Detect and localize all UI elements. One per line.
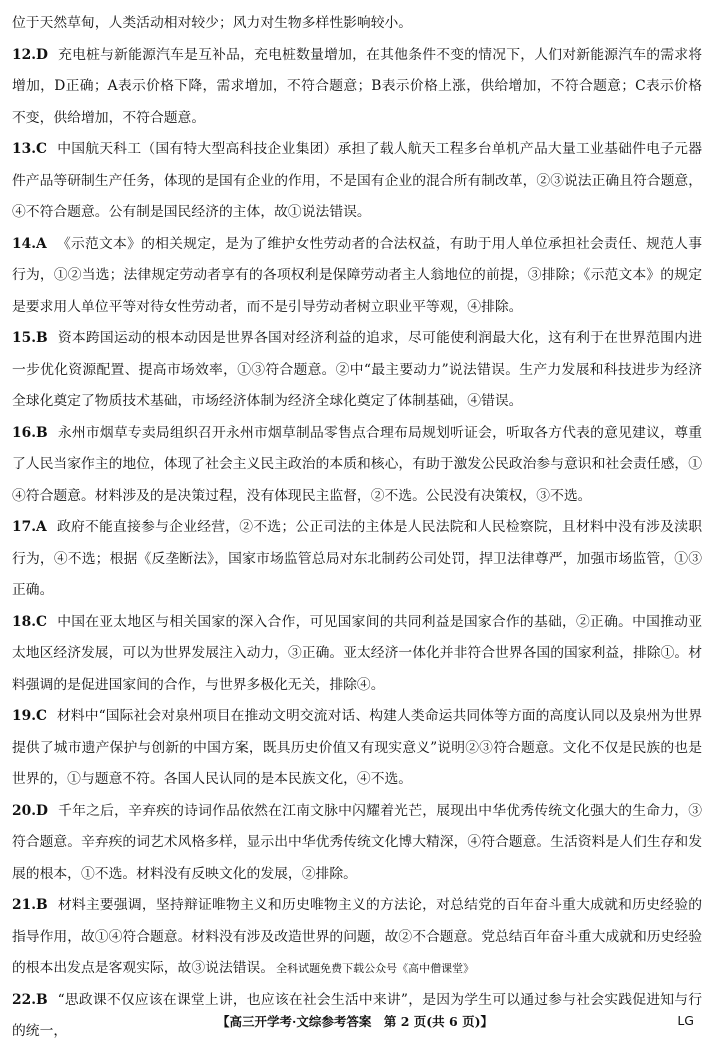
answer-number: 12.D [12, 46, 48, 63]
answer-item [12, 701, 702, 796]
answer-text: 材料中“国际社会对泉州项目在推动文明交流对话、构建人类命运共同体等方面的高度认同以及泉州为世界提供了城市遗产保护与创新的中国方案，既具历史价值又有现实意义”说明②③符合题意。文化不仅是民族的也是世界的，①与题意不符。各国人民认同的是本民族文化，④不选。 [12, 708, 702, 787]
answer-item [12, 40, 702, 135]
answer-item [12, 134, 702, 229]
answer-number: 16.B [12, 424, 48, 441]
answer-number: 20.D [12, 802, 48, 819]
answer-item [12, 607, 702, 702]
answer-text: 材料主要强调，坚持辩证唯物主义和历史唯物主义的方法论，对总结党的百年奋斗重大成就和历史经验的指导作用，故①④符合题意。材料没有涉及改造世界的问题，故②不合题意。党总结百年奋斗重大成就和历史经验的根本出发点是客观实际，故③说法错误。 [12, 897, 702, 976]
answer-item [12, 323, 702, 418]
answer-text: 千年之后，辛弃疾的诗词作品依然在江南文脉中闪耀着光芒，展现出中华优秀传统文化强大的生命力，③符合题意。辛弃疾的词艺术风格多样，显示出中华优秀传统文化博大精深，④符合题意。生活资料是人们生存和发展的根本，①不选。材料没有反映文化的发展，②排除。 [12, 802, 702, 882]
answer-note: 全科试题免费下载公众号《高中僧课堂》 [276, 962, 475, 975]
answer-number: 22.B [12, 991, 48, 1008]
answer-item [12, 418, 702, 513]
answer-item [12, 512, 702, 607]
answer-number: 15.B [12, 330, 48, 346]
answer-number: 18.C [12, 613, 47, 630]
answer-text: 中国在亚太地区与相关国家的深入合作，可见国家间的共同利益是国家合作的基础，②正确。中国推动亚太地区经济发展，可以为世界发展注入动力，③正确。亚太经济一体化并非符合世界各国的国家利益，排除①。材料强调的是促进国家间的合作，与世界多极化无关，排除④。 [12, 613, 702, 693]
answer-text: 充电桩与新能源汽车是互补品，充电桩数量增加，在其他条件不变的情况下，人们对新能源汽车的需求将增加，D正确；A表示价格下降，需求增加，不符合题意；B表示价格上涨，供给增加，不符合题意；C表示价格不变，供给增加，不符合题意。 [12, 46, 702, 126]
answer-text: 政府不能直接参与企业经营，②不选；公正司法的主体是人民法院和人民检察院，且材料中没有涉及渎职行为，④不选；根据《反垄断法》，国家市场监管总局对东北制药公司处罚，捍卫法律尊严，加强市场监管，①③正确。 [12, 519, 702, 598]
answer-item [12, 229, 702, 324]
answer-list [12, 40, 702, 1048]
answer-text: 中国航天科工（国有特大型高科技企业集团）承担了载人航天工程多台单机产品大量工业基础件电子元器件产品等研制生产任务，体现的是国有企业的作用，不是国有企业的混合所有制改革，②③说法正确且符合题意，④不符合题意。公有制是国民经济的主体，故①说法错误。 [12, 141, 702, 220]
answer-number: 14.A [12, 235, 47, 252]
answer-text: 永州市烟草专卖局组织召开永州市烟草制品零售点合理布局规划听证会，听取各方代表的意见建议，尊重了人民当家作主的地位，体现了社会主义民主政治的本质和核心，有助于激发公民政治参与意识和社会责任感，①④符合题意。材料涉及的是决策过程，没有体现民主监督，②不选。公民没有决策权，③不选。 [12, 424, 702, 504]
lead-paragraph: 位于天然草甸，人类活动相对较少；风力对生物多样性影响较小。 [12, 15, 413, 31]
answer-page [12, 8, 702, 1048]
answer-number: 17.A [12, 519, 47, 535]
answer-text: “思政课不仅应该在课堂上讲，也应该在社会生活中来讲”，是因为学生可以通过参与社会实践促进知与行的统一， [12, 991, 702, 1039]
answer-text: 《示范文本》的相关规定，是为了维护女性劳动者的合法权益，有助于用人单位承担社会责任、规范人事行为，①②当选；法律规定劳动者享有的各项权利是保障劳动者主人翁地位的前提，③排除；《示范文本》的规定是要求用人单位平等对待女性劳动者，而不是引导劳动者树立职业平等观，④排除。 [12, 235, 702, 315]
answer-number: 19.C [12, 708, 47, 724]
answer-item [12, 796, 702, 891]
page-footer-code: LG [677, 1013, 694, 1028]
answer-number: 13.C [12, 141, 47, 157]
page-footer-title: 【高三开学考·文综参考答案 第 2 页(共 6 页)】 [217, 1014, 493, 1029]
answer-number: 21.B [12, 897, 48, 913]
answer-item [12, 890, 702, 985]
answer-text: 资本跨国运动的根本动因是世界各国对经济利益的追求，尽可能使利润最大化，这有利于在世界范围内进一步优化资源配置、提高市场效率，①③符合题意。②中“最主要动力”说法错误。生产力发展和科技进步为经济全球化奠定了物质技术基础，市场经济体制为经济全球化奠定了体制基础，④错误。 [12, 330, 702, 409]
